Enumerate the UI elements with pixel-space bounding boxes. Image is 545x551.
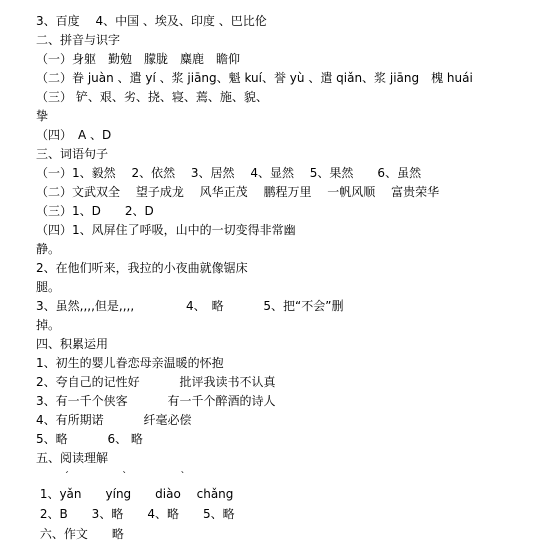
text-line: 静。 bbox=[36, 242, 61, 256]
text-line: 掉。 bbox=[36, 318, 61, 332]
text-line: 2、在他们听来，我拉的小夜曲就像锯床 bbox=[36, 261, 248, 275]
text-line: 4、有所期诺 纤毫必偿 bbox=[36, 413, 192, 427]
text-line: （一）身躯 勤勉 朦胧 麋鹿 瞻仰 bbox=[36, 52, 241, 66]
text-line: （二）文武双全 望子成龙 风华正茂 鹏程万里 一帆风顺 富贵荣华 bbox=[36, 185, 440, 199]
section-heading: 五、阅读理解 bbox=[36, 451, 109, 465]
text-line: （三） 铲、艰、劣、挠、寝、蔫、施、貌、 bbox=[36, 90, 268, 104]
text-line: 3、虽然,,,,但是,,,, 4、 略 5、把“不会”删 bbox=[36, 299, 344, 313]
text-line: （四） A 、D bbox=[36, 128, 112, 142]
text-line: （三）1、D 2、D bbox=[36, 204, 154, 218]
text-line: 1、初生的婴儿眷恋母亲温暖的怀抱 bbox=[36, 356, 224, 370]
text-line: （二）眷 juàn 、遣 yí 、浆 jiāng、魁 kuí、誉 yù 、遣 qiǎn、浆 jiāng 槐 huái bbox=[36, 71, 473, 85]
text-line: （一）1、毅然 2、依然 3、居然 4、显然 5、果然 6、虽然 bbox=[36, 166, 422, 180]
text-line: （四）1、风屏住了呼吸，山中的一切变得非常幽 bbox=[36, 223, 296, 237]
text-line: 3、有一千个侠客 有一千个醉酒的诗人 bbox=[36, 394, 276, 408]
text-line: 3、百度 4、中国 、埃及、印度 、巴比伦 bbox=[36, 14, 267, 28]
text-line: 2、B 3、略 4、略 5、略 bbox=[36, 507, 235, 521]
section-heading: 二、拼音与识字 bbox=[36, 33, 121, 47]
text-line: 5、略 6、 略 bbox=[36, 432, 143, 446]
text-line: 1、yǎn yíng diào chǎng bbox=[36, 487, 234, 501]
section-heading: 三、词语句子 bbox=[36, 147, 109, 161]
text-line: 六、作文 略 bbox=[36, 527, 124, 541]
section-heading: 四、积累运用 bbox=[36, 337, 109, 351]
text-line: 挚 bbox=[36, 109, 49, 123]
tone-marks: ˊ ˋ ˋ bbox=[64, 471, 186, 482]
text-line: 腿。 bbox=[36, 280, 61, 294]
text-line: 2、夸自己的记性好 批评我读书不认真 bbox=[36, 375, 276, 389]
